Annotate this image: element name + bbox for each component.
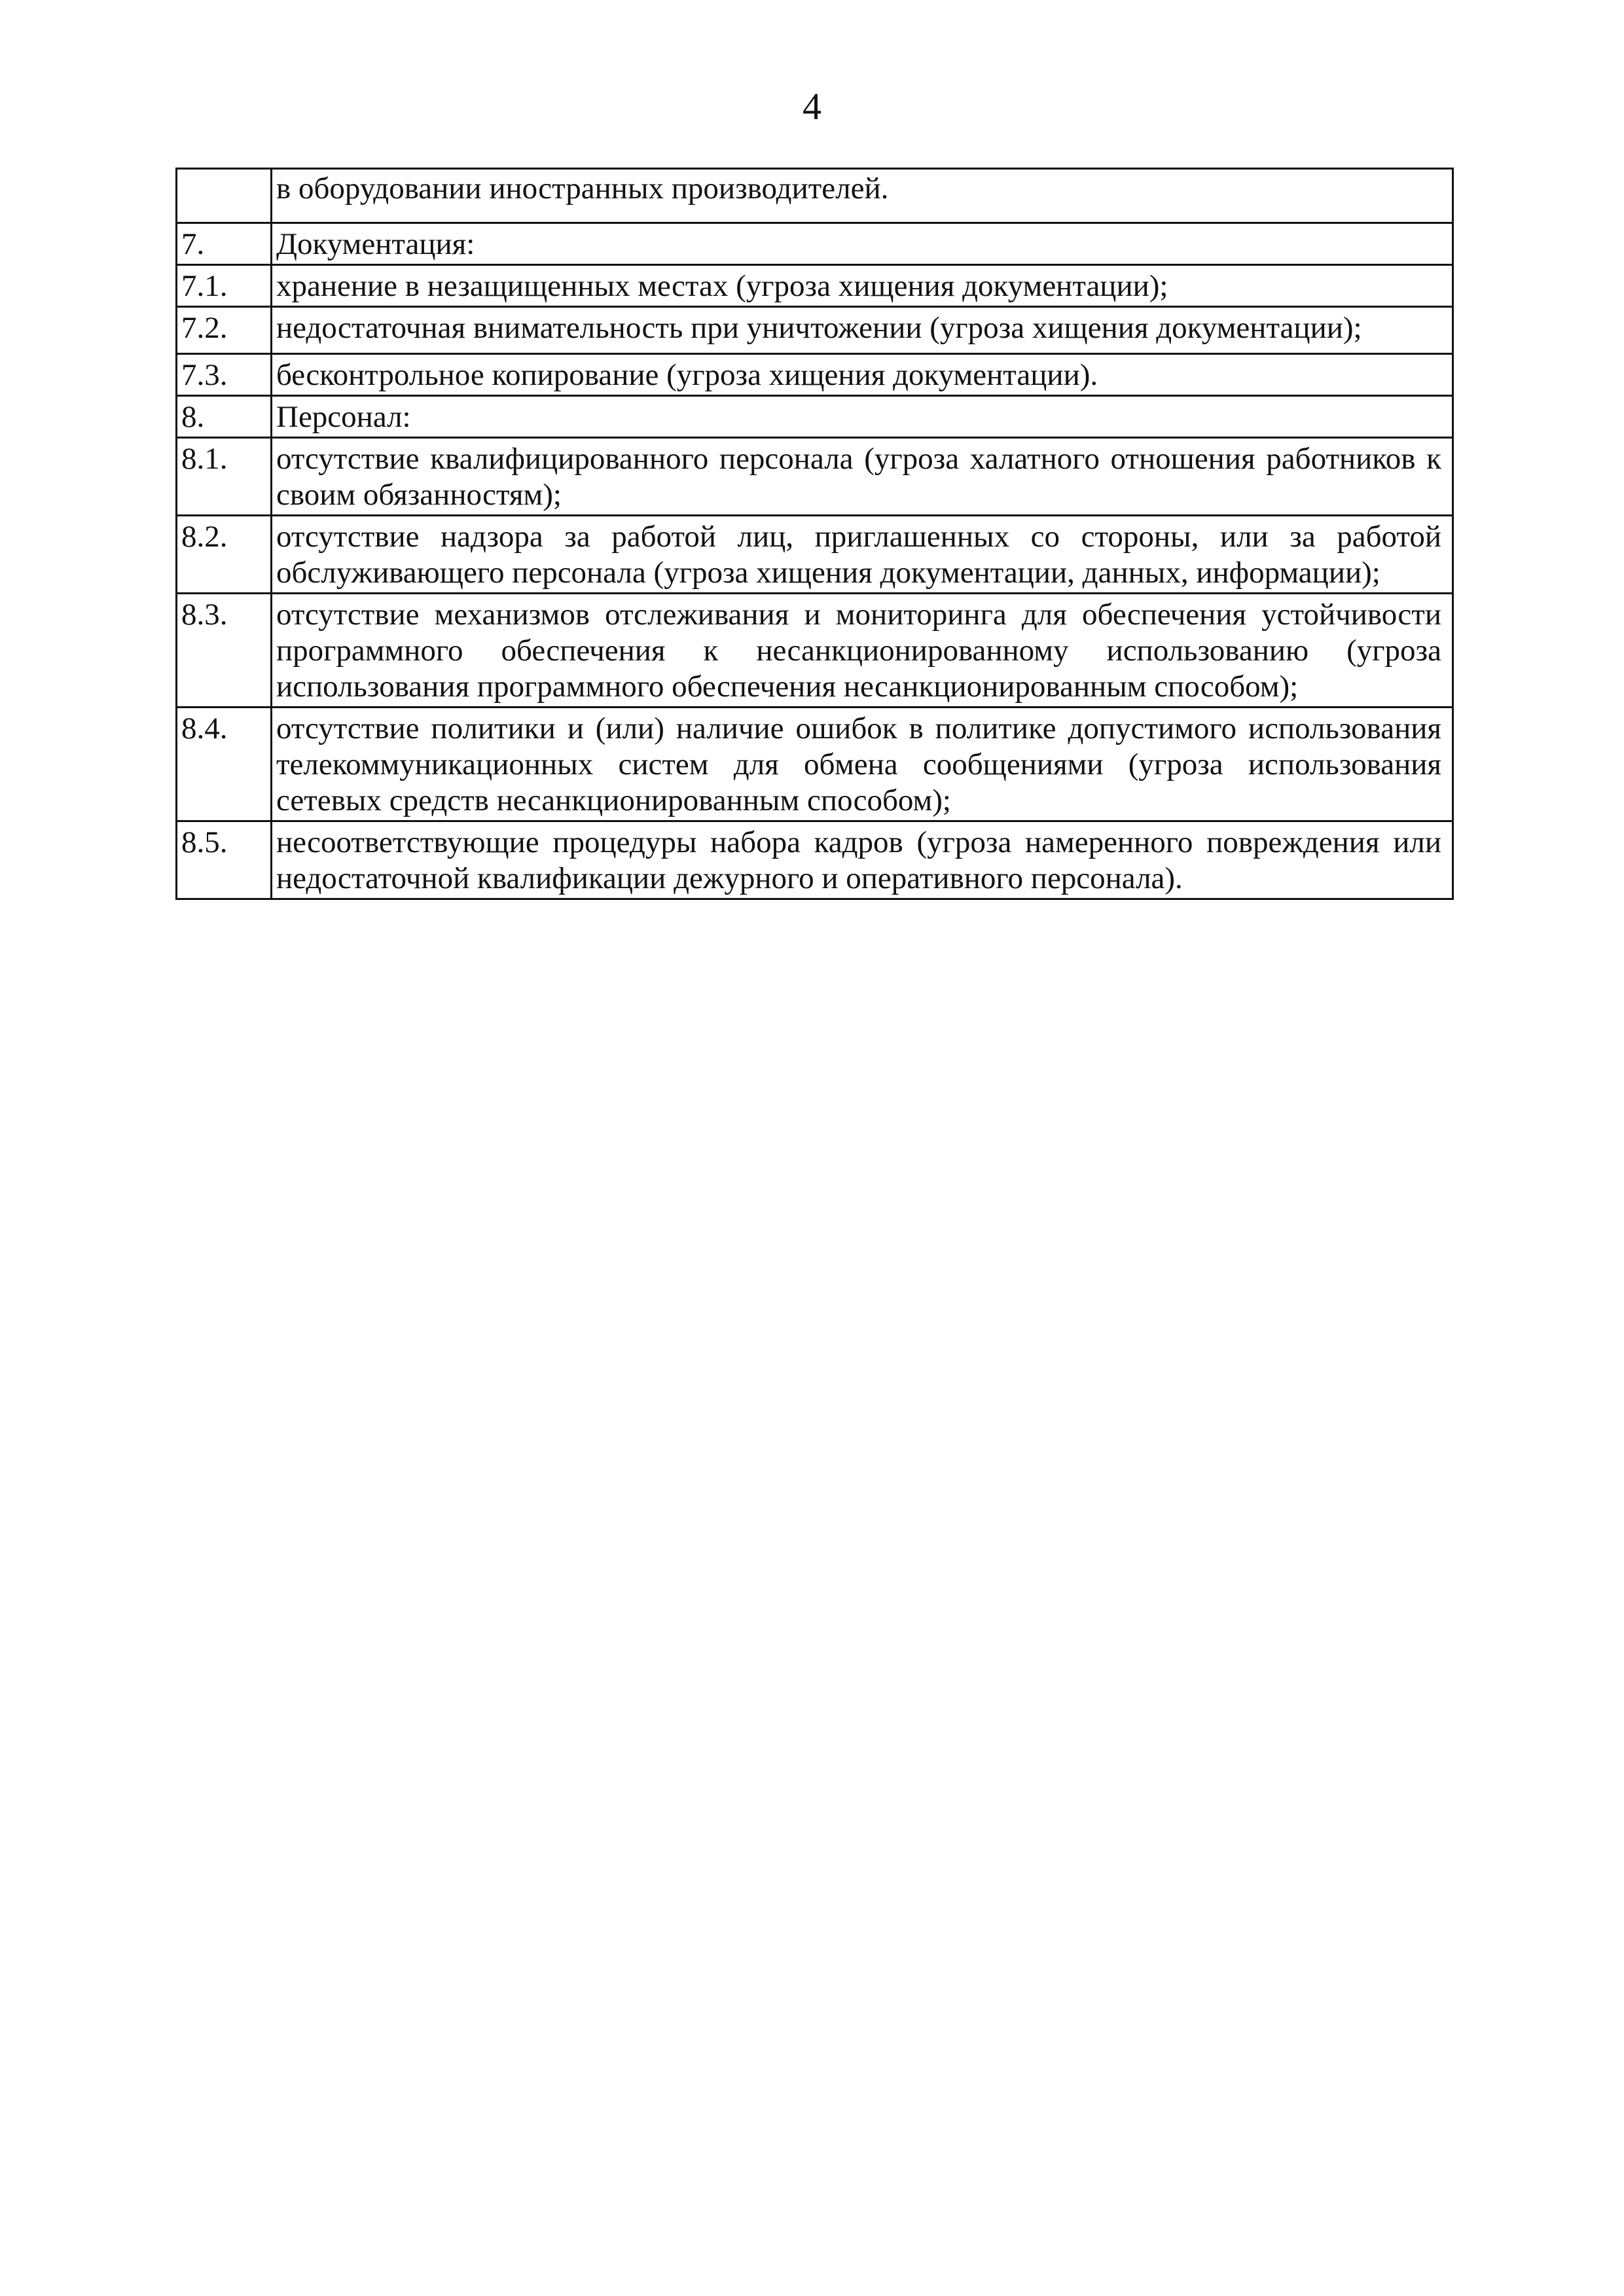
item-number: 8. [177, 396, 272, 438]
item-number: 8.3. [177, 594, 272, 708]
threats-table [175, 168, 1454, 900]
item-text: отсутствие надзора за работой лиц, приглашенных со стороны, или за работой обслуживающего персонала (угроза хищения документации, данных, информации); [272, 516, 1453, 594]
table-row [177, 223, 1453, 265]
item-text: недостаточная внимательность при уничтожении (угроза хищения документации); [272, 307, 1453, 354]
item-number: 7. [177, 223, 272, 265]
item-number [177, 169, 272, 223]
section-heading: Документация: [272, 223, 1453, 265]
table-row [177, 438, 1453, 516]
item-number: 8.2. [177, 516, 272, 594]
table-row [177, 516, 1453, 594]
item-number: 7.3. [177, 354, 272, 396]
item-text: хранение в незащищенных местах (угроза хищения документации); [272, 265, 1453, 307]
section-heading: Персонал: [272, 396, 1453, 438]
table-row [177, 821, 1453, 899]
table-row [177, 307, 1453, 354]
table-row [177, 169, 1453, 223]
table-row [177, 354, 1453, 396]
item-text: в оборудовании иностранных производителей. [272, 169, 1453, 223]
item-number: 8.5. [177, 821, 272, 899]
item-text: отсутствие механизмов отслеживания и мониторинга для обеспечения устойчивости программного обеспечения к несанкционированному использованию (угроза использования программного обеспечения несанкционированным способом); [272, 594, 1453, 708]
page-number: 4 [803, 85, 821, 128]
table-row [177, 265, 1453, 307]
item-number: 7.2. [177, 307, 272, 354]
table-row [177, 594, 1453, 708]
item-text: отсутствие политики и (или) наличие ошибок в политике допустимого использования телекоммуникационных систем для обмена сообщениями (угроза использования сетевых средств несанкционированным способом); [272, 708, 1453, 821]
item-text: отсутствие квалифицированного персонала (угроза халатного отношения работников к своим обязанностям); [272, 438, 1453, 516]
item-text: несоответствующие процедуры набора кадров (угроза намеренного повреждения или недостаточной квалификации дежурного и оперативного персонала). [272, 821, 1453, 899]
table-row [177, 708, 1453, 821]
item-number: 8.1. [177, 438, 272, 516]
item-number: 7.1. [177, 265, 272, 307]
item-number: 8.4. [177, 708, 272, 821]
item-text: бесконтрольное копирование (угроза хищения документации). [272, 354, 1453, 396]
table-row [177, 396, 1453, 438]
